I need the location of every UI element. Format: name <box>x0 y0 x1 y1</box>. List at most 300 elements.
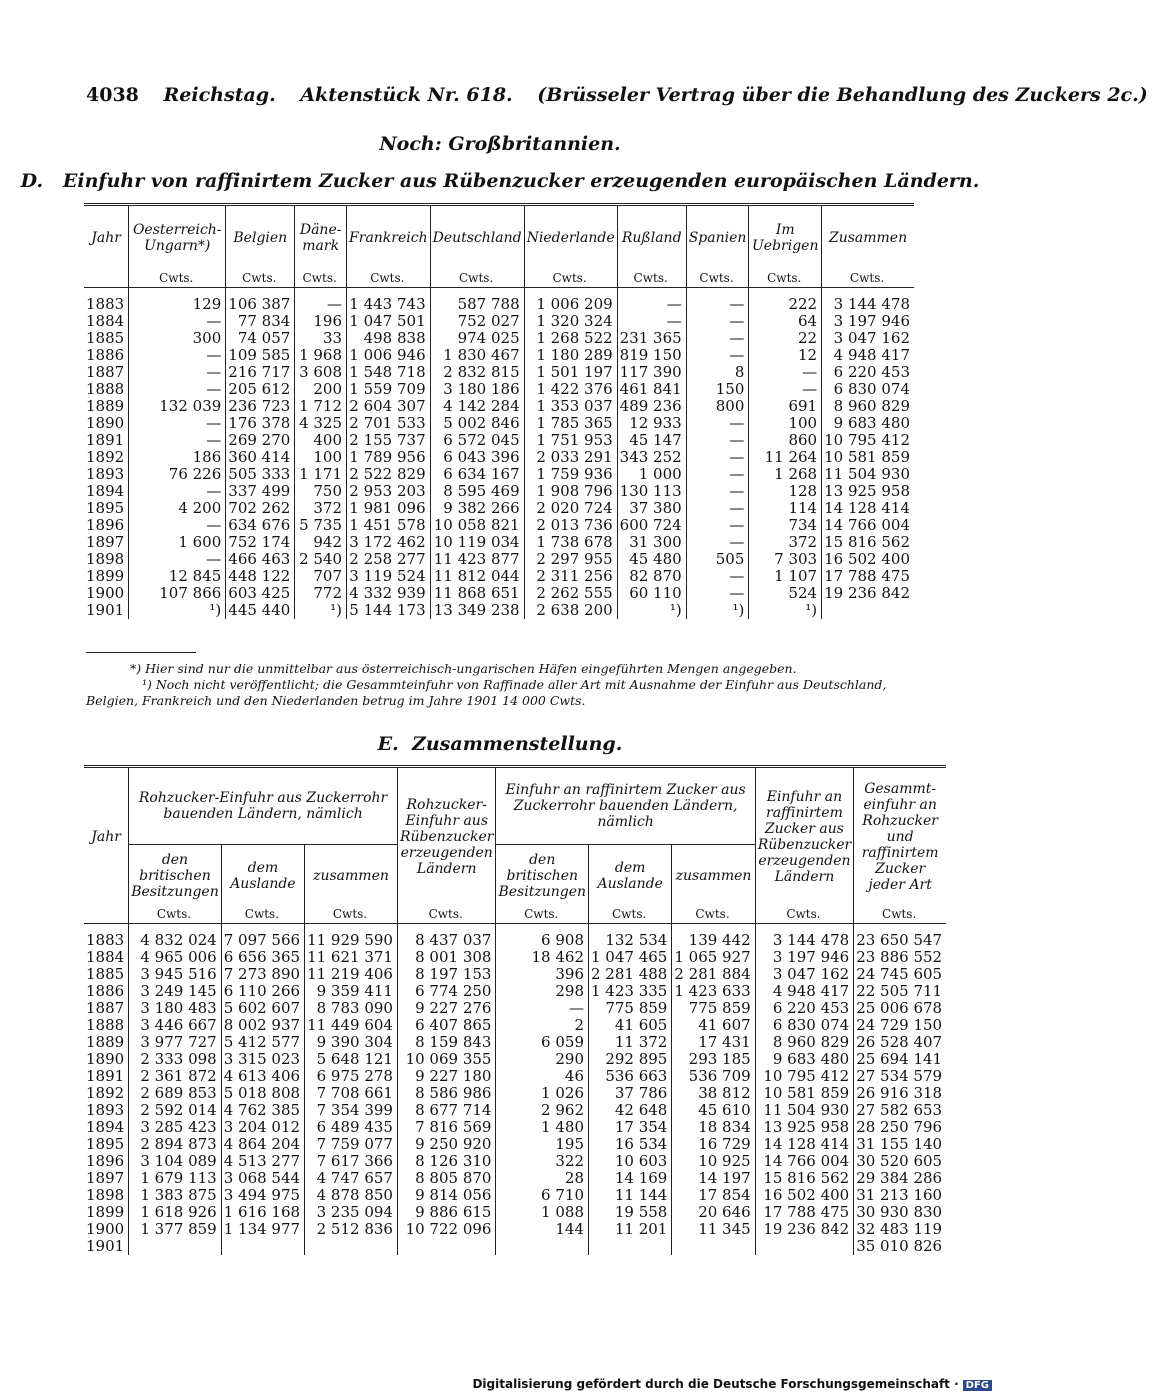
table-row <box>84 983 946 1000</box>
table-d-cell: — <box>129 415 226 432</box>
table-d-cell: 10 058 821 <box>430 517 524 534</box>
table-d-cell: 1894 <box>86 481 125 500</box>
table-d-cell: 196 <box>295 313 347 330</box>
table-d-cell: 186 <box>129 449 226 466</box>
table-d-cell: 1 738 678 <box>524 534 617 551</box>
table-d-cell: 1 501 197 <box>524 364 617 381</box>
table-d-cell: 11 264 <box>749 449 822 466</box>
table-row <box>84 415 914 432</box>
table-e-cell: 8 586 986 <box>397 1085 496 1102</box>
table-e-cell: 41 607 <box>672 1017 755 1034</box>
table-d-unit-6: Cwts. <box>524 271 617 288</box>
table-e-cell: 8 002 937 <box>221 1017 304 1034</box>
table-row <box>84 568 914 585</box>
table-d-cell: 1900 <box>86 583 125 602</box>
table-d-cell: — <box>686 466 749 483</box>
table-d-cell: 1 107 <box>749 568 822 585</box>
table-d-cell: 1 559 709 <box>347 381 431 398</box>
table-e-cell: 132 534 <box>589 932 672 949</box>
table-d-cell: 2 033 291 <box>524 449 617 466</box>
table-e-unit-0 <box>84 907 129 924</box>
table-e-cell: 4 948 417 <box>755 983 854 1000</box>
group-gesammteinfuhr: Gesammt-einfuhr an Rohzucker und raffinirtem Zucker jeder Art <box>854 767 946 907</box>
table-row <box>84 432 914 449</box>
table-e-cell: 775 859 <box>672 1000 755 1017</box>
table-e-cell: 15 816 562 <box>755 1170 854 1187</box>
table-d-cell: 372 <box>749 534 822 551</box>
table-d-cell: 4 325 <box>295 415 347 432</box>
table-d-cell: 1887 <box>86 362 125 381</box>
table-row <box>84 585 914 602</box>
table-row <box>84 551 914 568</box>
table-e-cell: 4 747 657 <box>305 1170 398 1187</box>
table-d-cell: 15 816 562 <box>822 534 914 551</box>
table-d-cell: 800 <box>686 398 749 415</box>
table-e-cell: 298 <box>496 983 589 1000</box>
table-d-cell: 109 585 <box>226 347 295 364</box>
table-d-cell: 3 047 162 <box>822 330 914 347</box>
table-d-cell: 22 <box>749 330 822 347</box>
table-d-cell: 117 390 <box>617 364 686 381</box>
sub-brit-1: den britischen Besitzungen <box>129 845 222 907</box>
table-d-cell: 1901 <box>86 600 125 619</box>
table-e-cell: 3 144 478 <box>755 932 854 949</box>
table-e-cell: 6 407 865 <box>397 1017 496 1034</box>
table-e-cell: 11 504 930 <box>755 1102 854 1119</box>
table-d-cell: 11 423 877 <box>430 551 524 568</box>
table-e-cell: 2 281 488 <box>589 966 672 983</box>
table-d-header-3: Däne-mark <box>295 205 347 271</box>
table-d-cell: 1 785 365 <box>524 415 617 432</box>
table-d-cell: 2 832 815 <box>430 364 524 381</box>
table-e-cell: 6 656 365 <box>221 949 304 966</box>
table-e-cell: 32 483 119 <box>854 1221 946 1238</box>
table-d-cell: 1 443 743 <box>347 296 431 313</box>
table-e-unit-2: Cwts. <box>221 907 304 924</box>
table-e-cell: 293 185 <box>672 1051 755 1068</box>
table-d-cell: ¹) <box>686 602 749 619</box>
table-e-cell: 9 227 276 <box>397 1000 496 1017</box>
table-e-cell: 6 489 435 <box>305 1119 398 1136</box>
table-d-cell: — <box>686 483 749 500</box>
table-e-cell <box>397 1238 496 1255</box>
table-d-header-5: Deutschland <box>430 205 524 271</box>
table-e-cell: 8 677 714 <box>397 1102 496 1119</box>
table-e-cell: 5 648 121 <box>305 1051 398 1068</box>
table-e-cell: 2 894 873 <box>129 1136 222 1153</box>
table-e-cell: 1900 <box>86 1219 125 1238</box>
table-e-cell <box>589 1238 672 1255</box>
table-d-header-9: Im Uebrigen <box>749 205 822 271</box>
table-d-cell: 13 925 958 <box>822 483 914 500</box>
table-e-cell: 3 180 483 <box>129 1000 222 1017</box>
table-d-cell: 1 981 096 <box>347 500 431 517</box>
table-e-cell: 38 812 <box>672 1085 755 1102</box>
table-row <box>84 1017 946 1034</box>
table-e-cell: 1 377 859 <box>129 1221 222 1238</box>
table-e-cell: 3 249 145 <box>129 983 222 1000</box>
table-e-cell: 3 197 946 <box>755 949 854 966</box>
table-e-cell: 1887 <box>86 998 125 1017</box>
table-d-cell: 1 000 <box>617 466 686 483</box>
table-d-cell: 2 540 <box>295 551 347 568</box>
table-d-cell: 60 110 <box>617 585 686 602</box>
table-d-cell: 128 <box>749 483 822 500</box>
table-d-cell: 1889 <box>86 396 125 415</box>
table-d-cell: 6 830 074 <box>822 381 914 398</box>
sub-brit-2: den britischen Besitzungen <box>496 845 589 907</box>
table-e-cell: 1883 <box>86 930 125 949</box>
table-d-unit-0 <box>84 271 129 288</box>
table-row <box>84 1051 946 1068</box>
table-e-cell: 7 708 661 <box>305 1085 398 1102</box>
table-d-cell: 14 128 414 <box>822 500 914 517</box>
table-d-cell: — <box>129 517 226 534</box>
table-d-cell: 64 <box>749 313 822 330</box>
table-e-cell: 8 783 090 <box>305 1000 398 1017</box>
table-d-cell: 505 333 <box>226 466 295 483</box>
table-e-cell: 3 494 975 <box>221 1187 304 1204</box>
table-d-cell: 489 236 <box>617 398 686 415</box>
table-e-cell: 1 047 465 <box>589 949 672 966</box>
table-row <box>84 1000 946 1017</box>
table-d-cell: 1 600 <box>129 534 226 551</box>
group-rohzucker-rohr: Rohzucker-Einfuhr aus Zuckerrohr bauenden Ländern, nämlich <box>129 767 398 845</box>
running-head <box>86 84 1148 112</box>
table-d-cell: 772 <box>295 585 347 602</box>
table-d-cell: 10 795 412 <box>822 432 914 449</box>
table-d-cell: — <box>686 313 749 330</box>
table-d-cell: 2 638 200 <box>524 602 617 619</box>
table-d-cell: 1 451 578 <box>347 517 431 534</box>
table-d-cell: — <box>129 381 226 398</box>
table-d-cell: 33 <box>295 330 347 347</box>
table-e-cell: 3 235 094 <box>305 1204 398 1221</box>
table-d-cell: 372 <box>295 500 347 517</box>
table-e-cell: 3 204 012 <box>221 1119 304 1136</box>
table-e-cell: 11 345 <box>672 1221 755 1238</box>
table-d-cell: — <box>749 364 822 381</box>
table-e-cell: 1 618 926 <box>129 1204 222 1221</box>
table-e-cell: 3 977 727 <box>129 1034 222 1051</box>
table-e-cell: 1899 <box>86 1202 125 1221</box>
table-e-cell: 11 621 371 <box>305 949 398 966</box>
group-raffinirt-rueben: Einfuhr an raffinirtem Zucker aus Rübenzucker erzeugenden Ländern <box>755 767 854 907</box>
table-e-cell: — <box>496 1000 589 1017</box>
footer <box>472 1377 992 1391</box>
table-d-cell: 1897 <box>86 532 125 551</box>
table-row <box>84 1034 946 1051</box>
table-d-cell: 1 422 376 <box>524 381 617 398</box>
table-row <box>84 966 946 983</box>
table-e-cell: 322 <box>496 1153 589 1170</box>
table-e-cell: 6 830 074 <box>755 1017 854 1034</box>
table-d-cell: — <box>749 381 822 398</box>
table-d-cell: — <box>686 415 749 432</box>
table-e-cell: 1 134 977 <box>221 1221 304 1238</box>
table-d-cell: 1890 <box>86 413 125 432</box>
table-d-header-7: Rußland <box>617 205 686 271</box>
table-d-cell: 1 712 <box>295 398 347 415</box>
table-e-cell: 536 663 <box>589 1068 672 1085</box>
table-row <box>84 1187 946 1204</box>
table-d-cell: 1 006 209 <box>524 296 617 313</box>
table-d-cell: — <box>129 432 226 449</box>
table-e-cell: 4 832 024 <box>129 932 222 949</box>
table-e-cell: 3 285 423 <box>129 1119 222 1136</box>
table-d-cell: — <box>686 500 749 517</box>
table-e-cell: 1897 <box>86 1168 125 1187</box>
table-d-cell: 11 868 651 <box>430 585 524 602</box>
table-d-cell: 11 812 044 <box>430 568 524 585</box>
table-e-cell: 17 354 <box>589 1119 672 1136</box>
table-row <box>84 1153 946 1170</box>
table-e-cell: 1892 <box>86 1083 125 1102</box>
table-row <box>84 483 914 500</box>
table-e-cell: 1 679 113 <box>129 1170 222 1187</box>
table-d-cell: 4 948 417 <box>822 347 914 364</box>
table-e-cell: 2 689 853 <box>129 1085 222 1102</box>
table-e-cell: 7 097 566 <box>221 932 304 949</box>
table-e-cell: 16 729 <box>672 1136 755 1153</box>
table-d-cell: 1 171 <box>295 466 347 483</box>
table-d-cell: 300 <box>129 330 226 347</box>
table-d-cell: 1 353 037 <box>524 398 617 415</box>
table-d-cell: 4 200 <box>129 500 226 517</box>
table-e-cell <box>755 1238 854 1255</box>
table-d-cell: 6 043 396 <box>430 449 524 466</box>
table-e-cell: 13 925 958 <box>755 1119 854 1136</box>
table-d-cell: 2 701 533 <box>347 415 431 432</box>
table-e-cell: 31 213 160 <box>854 1187 946 1204</box>
table-e-cell: 3 446 667 <box>129 1017 222 1034</box>
table-e-unit-3: Cwts. <box>305 907 398 924</box>
table-d-cell: — <box>686 568 749 585</box>
table-d-cell: 1895 <box>86 498 125 517</box>
table-d-cell: 200 <box>295 381 347 398</box>
table-d-cell: 337 499 <box>226 483 295 500</box>
table-d-cell: 752 027 <box>430 313 524 330</box>
table-d-cell: 466 463 <box>226 551 295 568</box>
running-head-part2: Aktenstück Nr. 618. <box>300 84 513 106</box>
table-e-cell: 2 333 098 <box>129 1051 222 1068</box>
table-e-cell: 290 <box>496 1051 589 1068</box>
table-e-cell: 26 916 318 <box>854 1085 946 1102</box>
table-d-cell: 461 841 <box>617 381 686 398</box>
table-e-cell: 5 018 808 <box>221 1085 304 1102</box>
table-d-cell: 7 303 <box>749 551 822 568</box>
table-d-header-10: Zusammen <box>822 205 914 271</box>
table-e-cell: 1 026 <box>496 1085 589 1102</box>
table-e-cell: 27 582 653 <box>854 1102 946 1119</box>
table-e-cell: 1891 <box>86 1066 125 1085</box>
table-e-cell: 3 068 544 <box>221 1170 304 1187</box>
table-row <box>84 296 914 313</box>
table-e-cell: 4 878 850 <box>305 1187 398 1204</box>
table-d-cell: 11 504 930 <box>822 466 914 483</box>
table-row <box>84 466 914 483</box>
table-e-cell: 11 219 406 <box>305 966 398 983</box>
table-d-cell: 1891 <box>86 430 125 449</box>
table-e-cell: 17 788 475 <box>755 1204 854 1221</box>
table-d-unit-9: Cwts. <box>749 271 822 288</box>
table-d-cell: 31 300 <box>617 534 686 551</box>
table-d-cell: 3 172 462 <box>347 534 431 551</box>
table-e-cell: 19 236 842 <box>755 1221 854 1238</box>
table-e-cell: 18 834 <box>672 1119 755 1136</box>
table-e-cell: 2 962 <box>496 1102 589 1119</box>
table-e-cell: 292 895 <box>589 1051 672 1068</box>
table-e-cell: 6 220 453 <box>755 1000 854 1017</box>
table-d-cell: 77 834 <box>226 313 295 330</box>
table-e-cell: 8 960 829 <box>755 1034 854 1051</box>
table-e-unit-7: Cwts. <box>672 907 755 924</box>
table-row <box>84 347 914 364</box>
table-d-cell: 231 365 <box>617 330 686 347</box>
table-e-cell: 19 558 <box>589 1204 672 1221</box>
table-e-cell: 1896 <box>86 1151 125 1170</box>
table-e-cell <box>221 1238 304 1255</box>
group-raffinirt-rohr: Einfuhr an raffinirtem Zucker aus Zuckerrohr bauenden Ländern, nämlich <box>496 767 755 845</box>
table-d-cell: 19 236 842 <box>822 585 914 602</box>
table-e-cell: 25 006 678 <box>854 1000 946 1017</box>
table-d-cell: 498 838 <box>347 330 431 347</box>
table-d-cell: 1 759 936 <box>524 466 617 483</box>
table-e-cell: 11 372 <box>589 1034 672 1051</box>
table-d-cell: 1883 <box>86 294 125 313</box>
table-row <box>84 602 914 619</box>
table-e-cell: 9 390 304 <box>305 1034 398 1051</box>
table-e-cell: 42 648 <box>589 1102 672 1119</box>
table-d-cell: 6 572 045 <box>430 432 524 449</box>
table-d-unit-4: Cwts. <box>347 271 431 288</box>
table-d-cell: 8 595 469 <box>430 483 524 500</box>
table-d-cell: 2 155 737 <box>347 432 431 449</box>
table-d-cell: 360 414 <box>226 449 295 466</box>
table-e-cell: 1886 <box>86 981 125 1000</box>
table-d-cell: — <box>129 551 226 568</box>
table-e-cell: 7 354 399 <box>305 1102 398 1119</box>
table-d-cell: 2 311 256 <box>524 568 617 585</box>
table-e-cell: 14 766 004 <box>755 1153 854 1170</box>
table-d-cell: 9 683 480 <box>822 415 914 432</box>
table-e-cell: 17 854 <box>672 1187 755 1204</box>
table-e-cell: 1895 <box>86 1134 125 1153</box>
table-row <box>84 500 914 517</box>
table-e-cell: 9 250 920 <box>397 1136 496 1153</box>
table-e-cell: 5 602 607 <box>221 1000 304 1017</box>
table-d-cell: 8 <box>686 364 749 381</box>
table-e-cell: 9 886 615 <box>397 1204 496 1221</box>
page-number: 4038 <box>86 84 139 106</box>
dfg-logo: DFG <box>963 1380 992 1391</box>
table-d-cell: — <box>129 313 226 330</box>
table-d-cell: ¹) <box>749 602 822 619</box>
table-d-cell: 10 581 859 <box>822 449 914 466</box>
table-e-cell: 35 010 826 <box>854 1238 946 1255</box>
table-d-cell: 14 766 004 <box>822 517 914 534</box>
table-row <box>84 1136 946 1153</box>
table-d-cell: 2 297 955 <box>524 551 617 568</box>
table-d-cell: 1899 <box>86 566 125 585</box>
table-e-cell: 6 908 <box>496 932 589 949</box>
table-row <box>84 364 914 381</box>
table-e-cell: 1 423 633 <box>672 983 755 1000</box>
table-e-cell: 24 729 150 <box>854 1017 946 1034</box>
table-e-title: E. Zusammenstellung. <box>377 733 623 755</box>
table-e-cell: 144 <box>496 1221 589 1238</box>
table-e-cell: 8 437 037 <box>397 932 496 949</box>
table-e-cell: 8 197 153 <box>397 966 496 983</box>
table-e-cell: 8 126 310 <box>397 1153 496 1170</box>
table-d-cell: 343 252 <box>617 449 686 466</box>
table-e-cell: 6 975 278 <box>305 1068 398 1085</box>
table-row <box>84 398 914 415</box>
table-e-cell: 11 201 <box>589 1221 672 1238</box>
sub-zus-1: zusammen <box>305 845 398 907</box>
table-d-cell: 2 020 724 <box>524 500 617 517</box>
table-e-cell: 775 859 <box>589 1000 672 1017</box>
table-d-cell: 2 262 555 <box>524 585 617 602</box>
table-e-cell: 8 001 308 <box>397 949 496 966</box>
table-e-cell: 22 505 711 <box>854 983 946 1000</box>
table-d-unit-5: Cwts. <box>430 271 524 288</box>
table-d-header-0: Jahr <box>91 230 121 247</box>
table-d-cell: 600 724 <box>617 517 686 534</box>
table-d-cell: 100 <box>295 449 347 466</box>
table-e-cell: 45 610 <box>672 1102 755 1119</box>
table-e-cell: 2 361 872 <box>129 1068 222 1085</box>
table-d-cell: 505 <box>686 551 749 568</box>
table-e-cell: 195 <box>496 1136 589 1153</box>
table-e-cell: 11 449 604 <box>305 1017 398 1034</box>
table-e-cell: 7 617 366 <box>305 1153 398 1170</box>
table-d-cell: 216 717 <box>226 364 295 381</box>
table-e-cell: 31 155 140 <box>854 1136 946 1153</box>
table-e-cell: 9 359 411 <box>305 983 398 1000</box>
table-e-cell: 6 774 250 <box>397 983 496 1000</box>
table-e-cell: 37 786 <box>589 1085 672 1102</box>
table-d-unit-7: Cwts. <box>617 271 686 288</box>
table-e-cell: 28 <box>496 1170 589 1187</box>
table-e-cell: 11 144 <box>589 1187 672 1204</box>
table-d-cell: — <box>686 296 749 313</box>
table-d-cell: 1 789 956 <box>347 449 431 466</box>
table-d-cell: 12 <box>749 347 822 364</box>
table-e-cell: 3 315 023 <box>221 1051 304 1068</box>
table-e-cell: 28 250 796 <box>854 1119 946 1136</box>
table-d-cell: 1 830 467 <box>430 347 524 364</box>
table-e-cell: 1885 <box>86 964 125 983</box>
table-d-cell: 9 382 266 <box>430 500 524 517</box>
table-d-cell: 176 378 <box>226 415 295 432</box>
table-d-cell: — <box>129 364 226 381</box>
table-e-cell: 10 069 355 <box>397 1051 496 1068</box>
table-d-cell: 129 <box>129 296 226 313</box>
table-e-cell: 2 512 836 <box>305 1221 398 1238</box>
table-d-unit-3: Cwts. <box>295 271 347 288</box>
table-d-cell: 860 <box>749 432 822 449</box>
table-d-cell: 1 968 <box>295 347 347 364</box>
table-d-cell: 819 150 <box>617 347 686 364</box>
table-e-cell: 8 159 843 <box>397 1034 496 1051</box>
table-d-cell: 3 608 <box>295 364 347 381</box>
table-e-cell: 10 722 096 <box>397 1221 496 1238</box>
table-d-cell: 1 180 289 <box>524 347 617 364</box>
table-d-cell: 942 <box>295 534 347 551</box>
table-e-cell: 27 534 579 <box>854 1068 946 1085</box>
table-d-cell: 1 751 953 <box>524 432 617 449</box>
